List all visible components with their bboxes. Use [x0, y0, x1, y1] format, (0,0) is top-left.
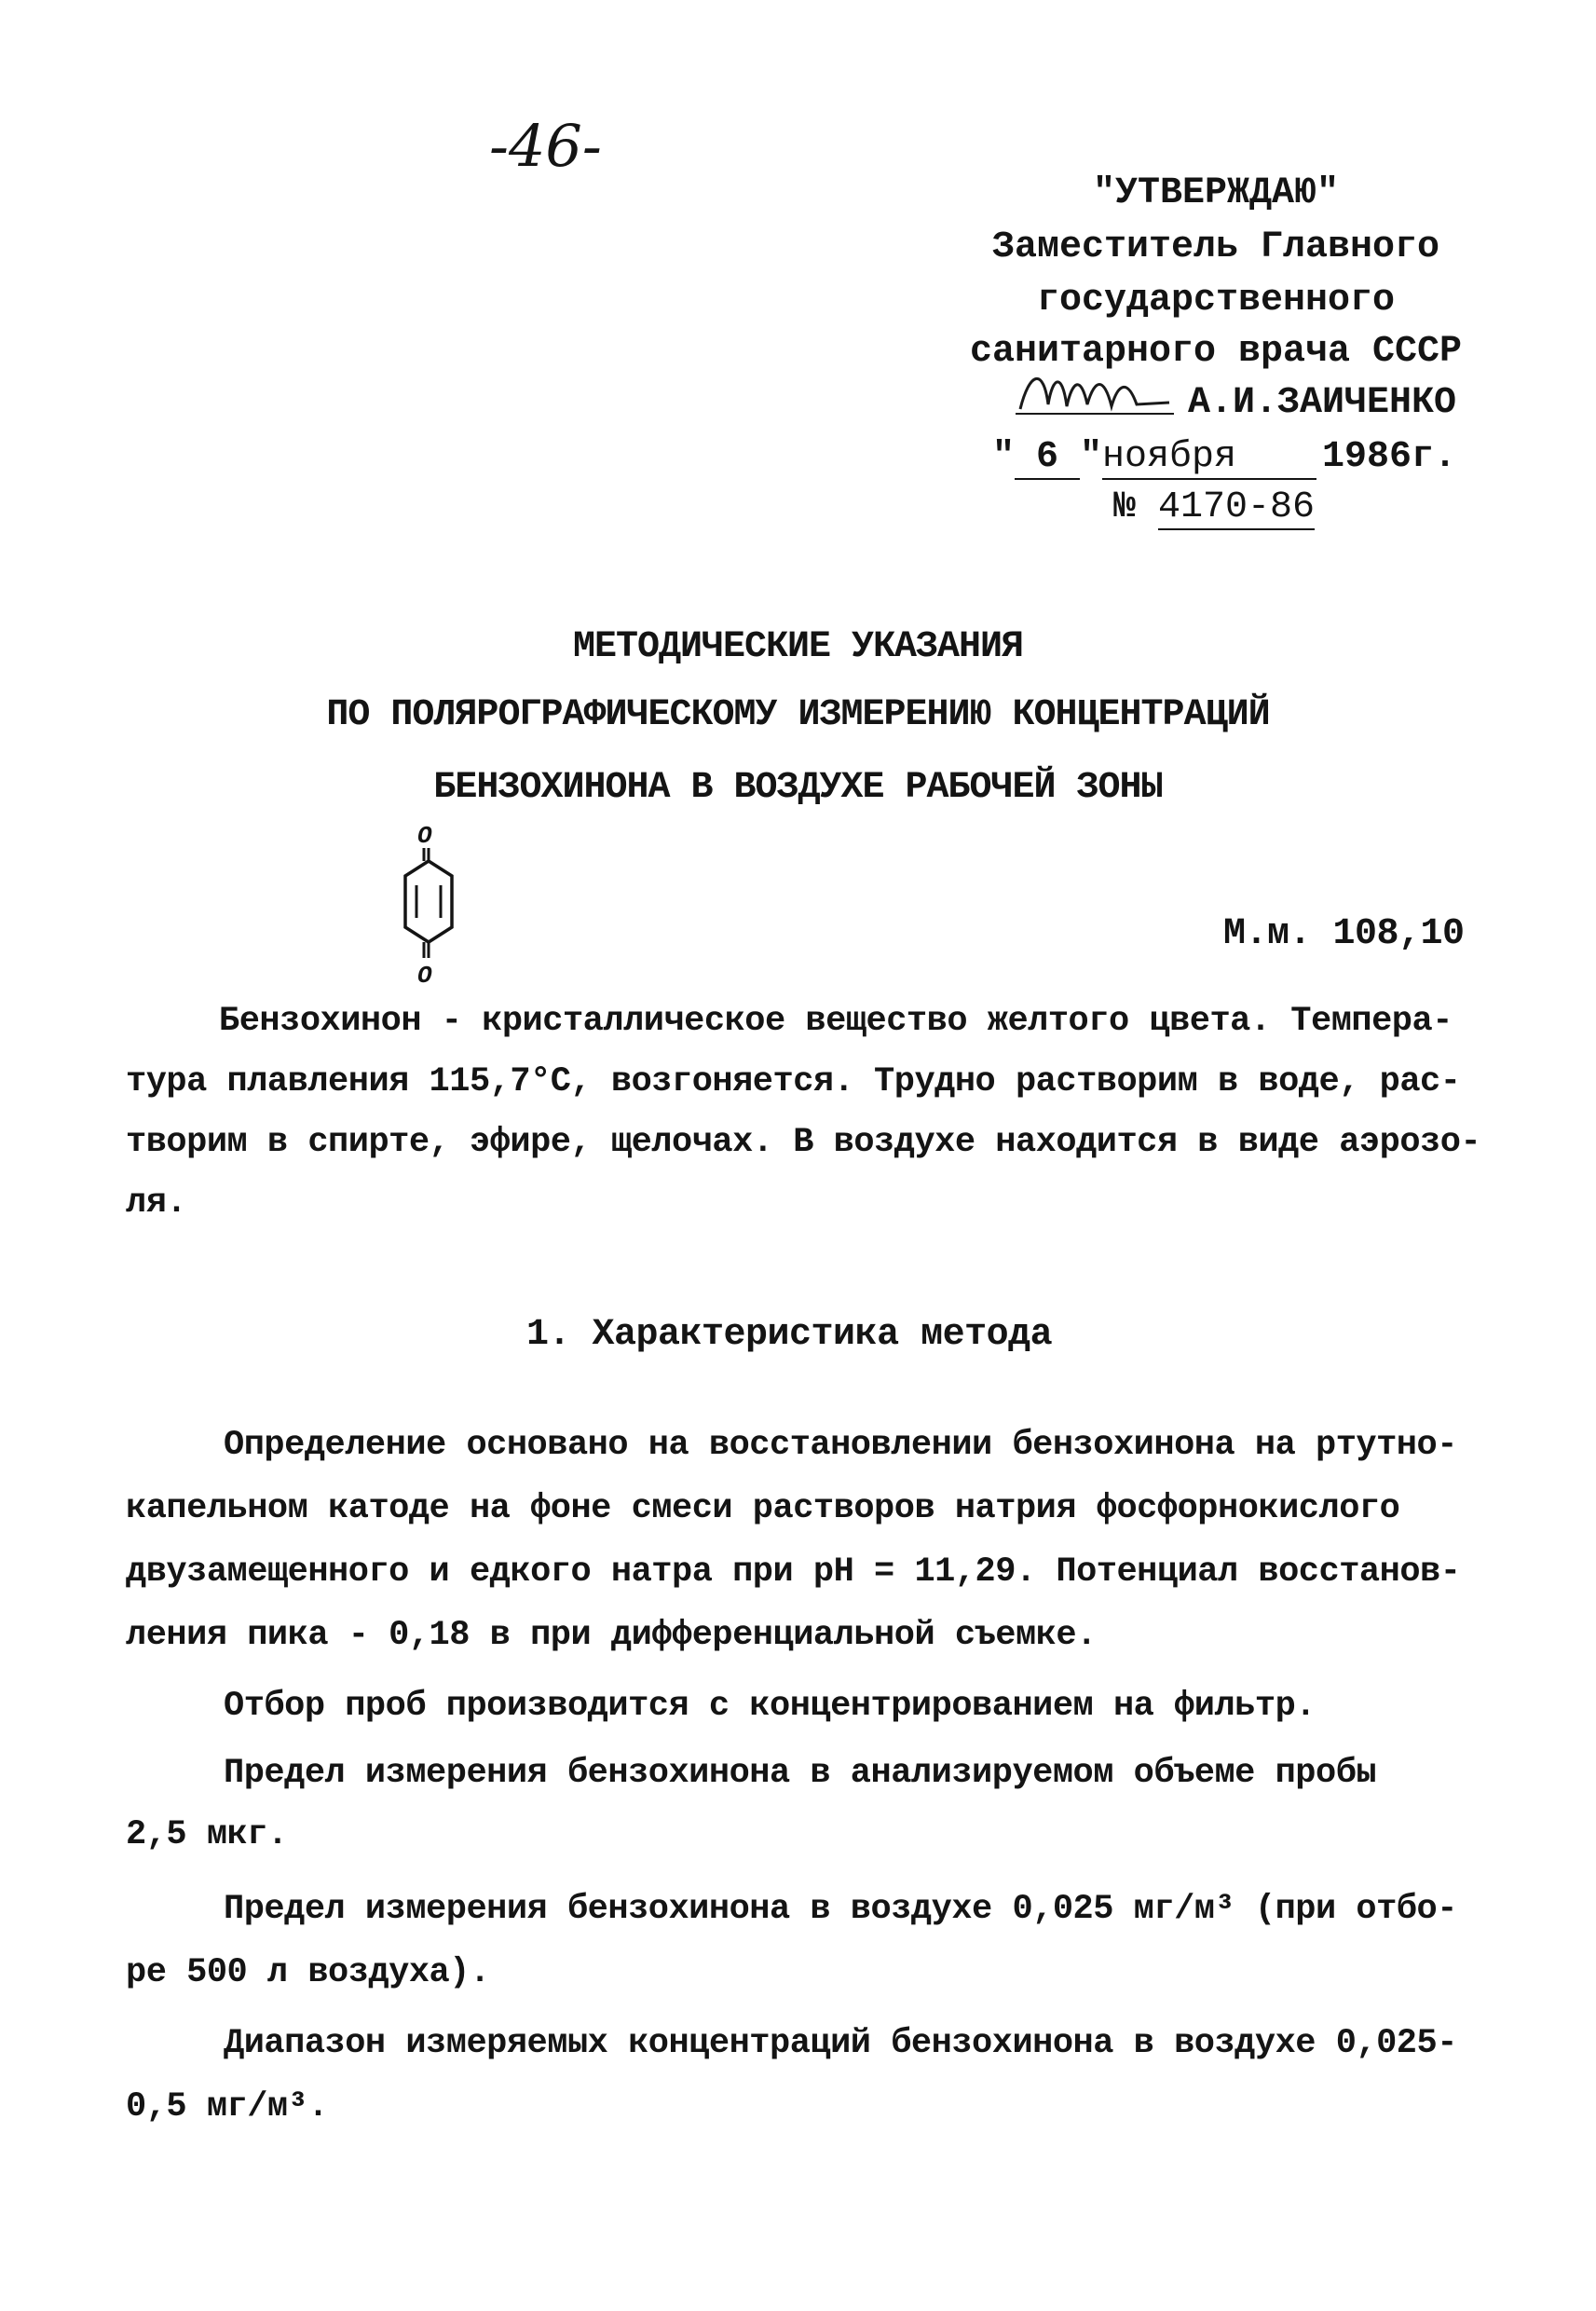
approval-position-line1: Заместитель Главного	[991, 226, 1440, 268]
date-day: 6	[1015, 436, 1080, 480]
benzoquinone-structure	[396, 848, 461, 960]
approval-date	[992, 436, 1456, 480]
title-line2: ПО ПОЛЯРОГРАФИЧЕСКОМУ ИЗМЕРЕНИЮ КОНЦЕНТРАЦИЙ	[326, 694, 1270, 736]
intro-line-2: тура плавления 115,7°С, возгоняется. Трудно растворим в воде, рас-	[126, 1062, 1461, 1101]
approval-position-line2: государственного	[1036, 280, 1396, 321]
number-sign: №	[1113, 486, 1137, 528]
section1-p1-line2: капельном катоде на фоне смеси растворов натрия фосфорнокислого	[126, 1489, 1400, 1528]
section1-p5-line2: 0,5 мг/м³.	[126, 2087, 329, 2126]
date-quote-close: "	[1080, 436, 1103, 478]
section1-p5-line1: Диапазон измеряемых концентраций бензохинона в воздухе 0,025-	[224, 2024, 1457, 2063]
section1-p4-line2: ре 500 л воздуха).	[126, 1953, 490, 1992]
title-line1: МЕТОДИЧЕСКИЕ УКАЗАНИЯ	[572, 626, 1024, 668]
approval-heading: "УТВЕРЖДАЮ"	[1092, 172, 1340, 214]
section1-p3-line2: 2,5 мкг.	[126, 1815, 288, 1854]
date-quote-open: "	[992, 436, 1016, 478]
approval-number-value: 4170-86	[1158, 486, 1316, 528]
title-line3: БЕНЗОХИНОНА В ВОЗДУХЕ РАБОЧЕЙ ЗОНЫ	[433, 767, 1163, 809]
signature-scribble	[1011, 358, 1179, 423]
molar-mass: М.м. 108,10	[1223, 913, 1465, 955]
structure-top-oxygen: O	[417, 822, 432, 850]
approval-number	[1113, 486, 1315, 528]
intro-line-4: ля.	[126, 1183, 187, 1223]
intro-line-3: творим в спирте, эфире, щелочах. В воздухе находится в виде аэрозо-	[126, 1123, 1481, 1162]
approval-position-line3: санитарного врача СССР	[969, 331, 1463, 373]
approval-signer: А.И.ЗАИЧЕНКО	[1188, 382, 1457, 424]
section1-p1-line3: двузамещенного и едкого натра при pH = 11,29. Потенциал восстанов-	[126, 1552, 1461, 1592]
section1-p4-line1: Предел измерения бензохинона в воздухе 0,025 мг/м³ (при отбо-	[224, 1890, 1457, 1929]
section1-heading: 1. Характеристика метода	[526, 1314, 1053, 1356]
page-number: -46-	[489, 112, 602, 180]
date-year: 1986г.	[1322, 436, 1457, 478]
section1-p1-line4: ления пика - 0,18 в при дифференциальной съемке.	[126, 1616, 1097, 1655]
structure-bottom-oxygen: O	[417, 962, 432, 990]
section1-p1-line1: Определение основано на восстановлении бензохинона на ртутно-	[224, 1426, 1457, 1465]
intro-line-1: Бензохинон - кристаллическое вещество желтого цвета. Темпера-	[219, 1002, 1453, 1041]
section1-p3-line1: Предел измерения бензохинона в анализируемом объеме пробы	[224, 1754, 1377, 1793]
section1-p2: Отбор проб производится с концентрированием на фильтр.	[224, 1687, 1316, 1726]
date-month: ноября	[1102, 436, 1316, 480]
